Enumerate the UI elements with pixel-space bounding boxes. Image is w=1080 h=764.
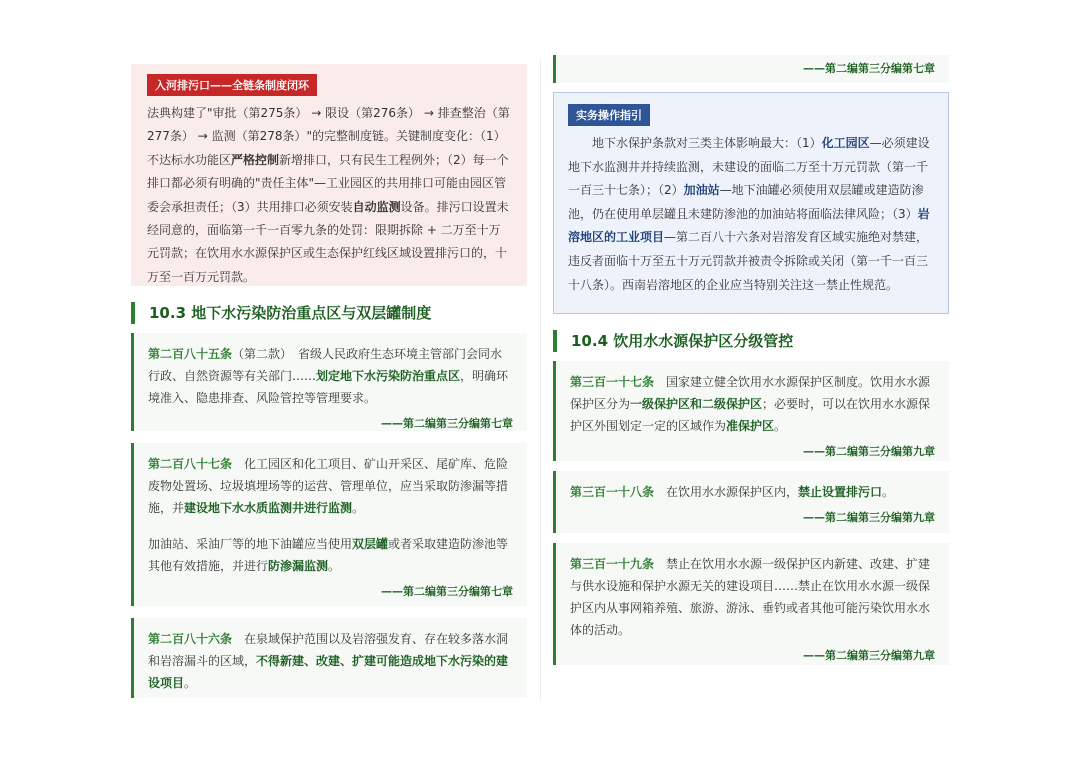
article-card-317: 第三百一十七条 国家建立健全饮用水水源保护区制度。饮用水水源保护区分为一级保护区和二级保护区；必要时，可以在饮用水水源保护区外围划定一定的区域作为准保护区。 ——第二编第三分编第九章 [553,361,949,461]
practice-guide-paragraph: 地下水保护条款对三类主体影响最大：（1）化工园区—必须建设地下水监测井并持续监测，未建设的面临二万至十万元罚款（第一千一百三十七条）；（2）加油站—地下油罐必须使用双层罐或建造防渗池，仍在使用单层罐且未建防渗池的加油站将面临法律风险；（3）岩溶地区的工业项目—第二百八十六条对岩溶发育区域实施绝对禁建，违反者面临十万至五十万元罚款并被责令拆除或关闭（第一千一百三十八条）。西南岩溶地区的企业应当特别关注这一禁止性规范。 [568,136,930,292]
source-citation: ——第二编第三分编第九章 [803,511,935,524]
keyword: 双层罐 [352,537,389,551]
section-heading-10-4: 10.4 饮用水水源保护区分级管控 [553,330,793,352]
outfall-paragraph: 法典构建了"审批（第275条） → 限设（第276条） → 排查整治（第277条） → 监测（第278条）"的完整制度链。关键制度变化：（1）不达标水功能区严格控制新增排口，只有民生工程例外；（2）每一个排口都必须有明确的"责任主体"—工业园区的共用排口可能由园区管委会承担责任；（3）共用排口必须安装自动监测设备。排污口设置未经同意的，面临第一千一百零九条的处罚：限期拆除 + 二万至十万元罚款；在饮用水水源保护区或生态保护红线区域设置排污口的，十万至一百万元罚款。 [147,106,510,284]
keyword: 岩溶地区的工业项目 [568,206,930,245]
source-citation: ——第二编第三分编第九章 [803,649,935,662]
article-card-287: 第二百八十七条 化工园区和化工项目、矿山开采区、尾矿库、危险废物处置场、垃圾填埋场等的运营、管理单位，应当采取防渗漏等措施，并建设地下水水质监测井进行监测。 加油站、采油厂等的地下油罐应当使用双层罐或者采取建造防渗池等其他有效措施，并进行防渗漏监测。 ——第二编第三分编第七章 [131,443,527,606]
article-number: 第三百一十九条 [570,557,655,571]
source-citation: ——第二编第三分编第七章 [381,417,513,430]
keyword: 准保护区 [726,419,775,433]
keyword: 严格控制 [231,152,280,167]
article-card-285: 第二百八十五条（第二款） 省级人民政府生态环境主管部门会同水行政、自然资源等有关部门……划定地下水污染防治重点区，明确环境准入、隐患排查、风险管控等管理要求。 ——第二编第三分编第七章 [131,333,527,431]
source-citation: ——第二编第三分编第七章 [803,62,935,75]
keyword: 自动监测 [352,199,401,214]
outfall-summary-box [131,64,527,286]
source-citation: ——第二编第三分编第七章 [381,585,513,598]
keyword: 一级保护区和二级保护区 [630,397,763,411]
keyword: 防渗漏监测 [268,559,329,573]
keyword: 建设地下水水质监测井进行监测 [184,501,353,515]
article-card-318: 第三百一十八条 在饮用水水源保护区内，禁止设置排污口。 ——第二编第三分编第九章 [553,471,949,533]
keyword: 不得新建、改建、扩建可能造成地下水污染的建设项目 [148,654,509,690]
article-number: 第二百八十六条 [148,632,233,646]
keyword: 划定地下水污染防治重点区 [316,369,461,383]
column-divider [540,60,541,700]
outfall-tag: 入河排污口——全链条制度闭环 [147,74,317,96]
continued-card-tail [553,55,949,83]
practice-guide-box [553,92,949,314]
article-card-286: 第二百八十六条 在泉域保护范围以及岩溶强发育、存在较多落水洞和岩溶漏斗的区域，不得新建、改建、扩建可能造成地下水污染的建设项目。 [131,618,527,698]
source-citation: ——第二编第三分编第九章 [803,445,935,458]
article-card-319: 第三百一十九条 禁止在饮用水水源一级保护区内新建、改建、扩建与供水设施和保护水源无关的建设项目……禁止在饮用水水源一级保护区内从事网箱养殖、旅游、游泳、垂钓或者其他可能污染饮用水水体的活动。 ——第二编第三分编第九章 [553,543,949,665]
article-number: 第三百一十八条 [570,485,655,499]
article-number: 第三百一十七条 [570,375,655,389]
practice-guide-tag: 实务操作指引 [568,104,650,126]
section-heading-10-3: 10.3 地下水污染防治重点区与双层罐制度 [131,302,431,324]
keyword: 化工园区 [821,136,870,150]
article-number: 第二百八十五条 [148,347,233,361]
article-number: 第二百八十七条 [148,457,233,471]
keyword: 禁止设置排污口 [798,485,883,499]
keyword: 加油站 [683,183,720,198]
